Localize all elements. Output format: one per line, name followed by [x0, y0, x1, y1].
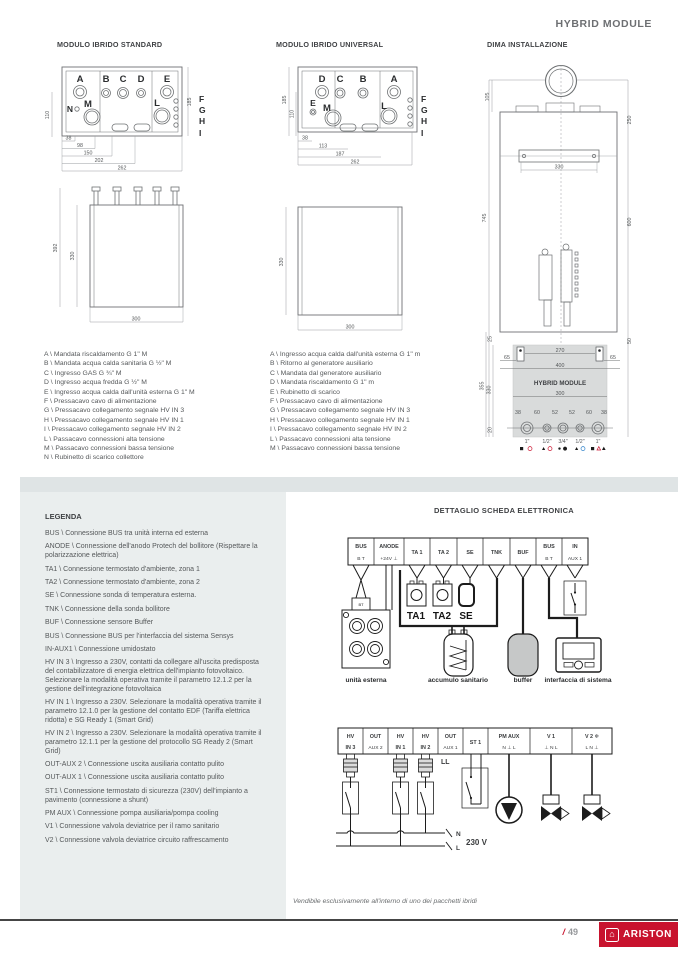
dim-label: 330 [486, 385, 493, 395]
device-label: unità esterna [345, 677, 387, 684]
legenda-panel [20, 492, 286, 919]
legend-item: C \ Mandata dal generatore ausiliario [270, 369, 382, 377]
dim-label: 50 [627, 338, 633, 344]
module-label: HYBRID MODULE [533, 380, 587, 387]
legenda-entry: HV IN 1 \ Ingresso a 230V. Selezionare la modalità operativa tramite il parametro 12.1.0 per la gestione del contatto EDF (Tariffa elettrica ridotta) e SG Ready 1 (Smart Grid) [45, 699, 262, 724]
universal-front-view [282, 67, 428, 166]
dima-diagram [479, 56, 678, 476]
legenda-entry: BUS \ Connessione BUS tra unità interna ed esterna [45, 530, 209, 537]
pipe-size-label: 1" [595, 439, 601, 445]
legend-item: A \ Ingresso acqua calda dall'unità esterna G 1" m [270, 351, 421, 358]
dim-label: 745 [482, 213, 488, 223]
legend-item: I \ Pressacavo collegamento segnale HV IN 2 [44, 426, 181, 434]
section-divider-band [20, 477, 678, 492]
dhw-icon [542, 447, 552, 451]
port-letter: A [76, 74, 84, 85]
spacing-label: 38 [601, 410, 607, 416]
terminal-label: TA 1 [411, 550, 423, 556]
scheda-diagram [333, 532, 678, 890]
standard-title: MODULO IBRIDO STANDARD [57, 40, 163, 49]
dim-label: 262 [117, 165, 127, 172]
spacing-label: 52 [569, 410, 575, 416]
port-letter: D [318, 74, 326, 85]
legenda-entry: V1 \ Connessione valvola deviatrice per il ramo sanitario [45, 823, 220, 831]
house-icon: ⌂ [605, 928, 619, 942]
terminal-sublabel: AUX 2 [368, 746, 383, 751]
terminal-label: ST 1 [469, 740, 482, 746]
legend-item: F \ Pressacavo cavo di alimentazione [44, 398, 157, 406]
boiler-top-fittings [516, 103, 600, 112]
diverter-valve-v2 [582, 754, 610, 821]
legenda-entry: BUS \ Connessione BUS per l'interfaccia del sistema Sensys [45, 632, 234, 640]
footer-rule [0, 919, 678, 921]
pipe-size-label: 1" [524, 439, 530, 445]
cold-water-icon [575, 447, 585, 451]
device-label: interfaccia di sistema [544, 677, 612, 684]
ll-label: LL [441, 759, 450, 766]
terminal-sublabel: AUX 1 [567, 557, 583, 562]
legend-item: D \ Ingresso acqua fredda G ½" M [44, 379, 147, 387]
system-interface [556, 638, 601, 672]
dim-label: 20 [487, 427, 494, 433]
universal-legend-list [270, 350, 492, 453]
dim-label: 330 [554, 164, 564, 171]
dim-label: 110 [289, 109, 296, 119]
terminal-sublabel: ⊥ N L [544, 746, 558, 751]
legend-item: F \ Pressacavo cavo di alimentazione [270, 398, 383, 406]
dim-label: 185 [187, 97, 193, 107]
page-number-value: 49 [567, 927, 578, 937]
port-letter: N [66, 104, 74, 114]
voltage-label: 230 V [466, 838, 487, 847]
standard-diagram [30, 58, 255, 348]
dima-title: DIMA INSTALLAZIONE [487, 40, 568, 49]
universal-title: MODULO IBRIDO UNIVERSAL [276, 40, 384, 49]
port-letter: L [154, 98, 160, 109]
dim-label: 202 [94, 158, 104, 165]
dim-label: 300 [131, 316, 141, 323]
external-unit-icon [591, 447, 606, 451]
dim-label: 110 [45, 110, 51, 120]
scheda-title: DETTAGLIO SCHEDA ELETTRONICA [433, 506, 575, 515]
terminal-sublabel: B T [545, 557, 553, 562]
legend-item: E \ Ingresso acqua calda dall'unità esterna G 1" M [44, 388, 195, 396]
spacing-label: 60 [586, 410, 592, 416]
terminal-sublabel: +24V ⊥ [380, 557, 398, 562]
sanitary-tank [444, 630, 473, 676]
port-letter: G [199, 105, 206, 115]
terminal-sublabel: L N ⊥ [585, 746, 599, 751]
mains-bus [336, 829, 488, 852]
dim-label: 600 [627, 217, 633, 227]
port-letter: M [323, 103, 331, 114]
humidistat-switch [564, 581, 586, 615]
dim-label: 250 [627, 115, 633, 125]
port-letter: M [84, 99, 92, 110]
legend-item: B \ Mandata acqua calda sanitaria G ½" M [44, 360, 172, 368]
bottom-terminal-strip [338, 728, 612, 754]
dim-label: 105 [485, 92, 491, 102]
device-label: accumulo sanitario [427, 677, 489, 684]
dim-label: 65 [504, 355, 510, 361]
hanging-bracket [500, 150, 617, 162]
interface-wire [549, 578, 577, 638]
dim-label: 38 [65, 135, 72, 142]
terminal-label: OUT [369, 734, 382, 740]
legenda-entry: PM AUX \ Connessione pompa ausiliaria/pompa cooling [45, 810, 219, 818]
line-label: L [456, 845, 460, 852]
terminal-label: SE [466, 550, 474, 556]
gas-icon [558, 447, 567, 451]
terminal-label: TNK [490, 550, 503, 556]
dim-label: 392 [53, 243, 59, 253]
legenda-entry: HV IN 3 \ Ingresso a 230V, contatti da collegare all'uscita predisposta del contabilizzatore di energia elettrica dell'impianto fotovoltaico. Selezionare la modalità operativa tramite il parametro 12.1.2 per la gestione dell'integrazione fotovoltaica [45, 659, 259, 693]
port-letter: F [421, 94, 427, 104]
top-terminal-strip [348, 538, 588, 565]
pipe-size-label: 1/2" [542, 439, 552, 445]
pipe-size-label: 1/2" [575, 439, 585, 445]
page-number [562, 927, 578, 937]
dim-label: 185 [282, 95, 288, 105]
legenda-entry: TA2 \ Connessione termostato d'ambiente, zona 2 [45, 578, 200, 586]
terminal-label: BUS [355, 544, 367, 550]
page-title: HYBRID MODULE [555, 18, 652, 30]
dim-label: 300 [345, 324, 355, 331]
dim-label: 300 [555, 391, 565, 397]
legenda-entry: IN-AUX1 \ Connessione umidostato [45, 645, 156, 653]
legenda-entry: HV IN 2 \ Ingresso a 230V. Selezionare la modalità operativa tramite il parametro 12.1.1 per la gestione del protocollo SG Ready 2 (Smart Grid) [45, 730, 262, 755]
terminal-label: HV [421, 734, 430, 740]
terminal-sublabel: IN 1 [395, 745, 406, 751]
legend-item: L \ Passacavo connessioni alta tensione [270, 435, 391, 443]
pipe-size-label: 3/4" [558, 439, 568, 445]
port-letter: C [119, 74, 127, 85]
se-label: SE [459, 611, 473, 622]
legend-item: E \ Rubinetto di scarico [270, 388, 340, 396]
legend-item: M \ Passacavo connessioni bassa tensione [270, 445, 400, 453]
cable-gland [344, 754, 433, 777]
legenda-entry: ST1 \ Connessione termostato di sicurezza (230V) dell'impianto a pavimento (connessione a shunt) [45, 787, 248, 804]
ta1-label: TA1 [406, 611, 426, 622]
standard-legend-list [44, 350, 266, 463]
legend-item: D \ Mandata riscaldamento G 1" m [270, 379, 375, 387]
external-sensor-icon [459, 584, 474, 606]
spacing-label: 60 [534, 410, 540, 416]
hv-input-wiring [343, 754, 434, 846]
legend-item: G \ Pressacavo collegamento segnale HV IN 3 [44, 407, 185, 415]
terminal-sublabel: IN 3 [345, 745, 356, 751]
legenda-entry: TA1 \ Connessione termostato d'ambiente, zona 1 [45, 565, 200, 573]
legenda-entry: ANODE \ Connessione dell'anodo Protech del bollitore (Rispettare la polarizzazione elettrica) [45, 543, 258, 560]
terminal-label: BUS [543, 544, 555, 550]
terminal-sublabel: B T [357, 557, 365, 562]
terminal-label: V 2 ❄ [584, 734, 600, 740]
legenda-title: LEGENDA [45, 512, 82, 521]
terminal-sublabel: IN 2 [420, 745, 431, 751]
legenda-entry: TNK \ Connessione della sonda bollitore [45, 605, 170, 613]
port-letter: A [390, 74, 398, 85]
terminal-label: BUF [517, 550, 529, 556]
terminal-label: PM AUX [498, 734, 520, 740]
top-pipes [92, 187, 179, 205]
legenda-entry: SE \ Connessione sonda di temperatura esterna. [45, 592, 197, 600]
legenda-list [45, 530, 270, 846]
port-letter: I [421, 128, 424, 138]
legend-item: M \ Passacavo connessioni bassa tensione [44, 445, 174, 453]
st1-wiring [441, 754, 488, 808]
terminal-label: V 1 [546, 734, 556, 740]
port-letter: L [381, 101, 387, 112]
terminal-label: TA 2 [437, 550, 450, 556]
dim-label: 113 [318, 143, 328, 150]
thermostat-ta2 [433, 581, 452, 606]
port-letter: E [163, 74, 171, 85]
dim-label: 38 [302, 135, 308, 142]
boiler-internals [539, 244, 578, 326]
terminal-label: OUT [444, 734, 457, 740]
heating-flow-icon [520, 447, 532, 451]
dim-label: 187 [335, 151, 345, 158]
port-letter: E [310, 98, 316, 108]
thermostat-ta1 [407, 581, 426, 606]
spacing-label: 52 [552, 410, 558, 416]
legenda-entry: V2 \ Connessione valvola deviatrice circuito raffrescamento [45, 836, 229, 844]
dim-label: 355 [479, 381, 486, 391]
port-letter: I [199, 128, 202, 138]
port-letter: F [199, 94, 205, 104]
legenda-entry: OUT-AUX 2 \ Connessione uscita ausiliaria contatto pulito [45, 761, 224, 769]
brand-name: ARISTON [622, 929, 673, 940]
dim-label: 400 [555, 363, 565, 369]
neutral-label: N [456, 831, 461, 838]
legend-item: N \ Rubinetto di scarico collettore [44, 454, 144, 462]
dim-label: 262 [350, 159, 360, 166]
terminal-label: IN [572, 544, 578, 550]
dim-label: 98 [77, 143, 83, 150]
auxiliary-pump [496, 754, 522, 823]
legenda-entry: OUT-AUX 1 \ Connessione uscita ausiliaria contatto pulito [45, 774, 224, 782]
standard-front-view [45, 67, 206, 172]
diverter-valve-v1 [541, 754, 569, 821]
dim-label: 270 [555, 348, 565, 354]
dim-label: 150 [83, 150, 93, 157]
ta2-label: TA2 [432, 611, 452, 622]
port-letter: B [359, 74, 367, 85]
external-unit [342, 598, 390, 668]
footer-note: Vendibile esclusivamente all'interno di uno dei pacchetti ibridi [293, 898, 477, 905]
port-letter: B [102, 74, 110, 85]
legend-item: H \ Pressacavo collegamento segnale HV IN 1 [44, 416, 184, 424]
terminal-label: HV [346, 734, 355, 740]
legend-item: I \ Pressacavo collegamento segnale HV IN 2 [270, 426, 407, 434]
legenda-entry: BUF \ Connessione sensore Buffer [45, 619, 154, 627]
dim-label: 330 [279, 257, 285, 267]
terminal-sublabel: N ⊥ L [502, 746, 516, 751]
pipe-type-symbols [520, 447, 606, 451]
dim-label: 25 [487, 336, 494, 342]
standard-side-view [53, 187, 183, 323]
port-letter: G [421, 105, 428, 115]
bt-label: BT [358, 602, 364, 607]
port-letter: D [137, 74, 145, 85]
terminal-label: HV [396, 734, 405, 740]
port-letter: H [199, 116, 206, 126]
hv-switches [343, 777, 434, 846]
legend-item: G \ Pressacavo collegamento segnale HV IN 3 [270, 407, 411, 415]
legend-item: B \ Ritorno al generatore ausiliario [270, 360, 373, 368]
legend-item: A \ Mandata riscaldamento G 1" M [44, 351, 148, 358]
hybrid-module-box [480, 332, 621, 437]
dim-label: 330 [70, 251, 76, 261]
universal-diagram [270, 58, 485, 348]
buffer-tank [508, 634, 538, 676]
ariston-logo [599, 922, 678, 947]
legend-item: L \ Passacavo connessioni alta tensione [44, 435, 165, 443]
port-letter: C [336, 74, 344, 85]
legend-item: C \ Ingresso GAS G ¾" M [44, 369, 122, 377]
spacing-label: 38 [515, 410, 521, 416]
universal-side-view [279, 207, 402, 331]
terminal-sublabel: AUX 1 [443, 746, 458, 751]
legend-item: H \ Pressacavo collegamento segnale HV IN 1 [270, 416, 410, 424]
port-letter: H [421, 116, 428, 126]
page-number-slash: / [562, 927, 565, 937]
dim-label: 65 [610, 355, 616, 361]
terminal-label: ANODE [379, 544, 399, 550]
device-label: buffer [513, 677, 533, 684]
